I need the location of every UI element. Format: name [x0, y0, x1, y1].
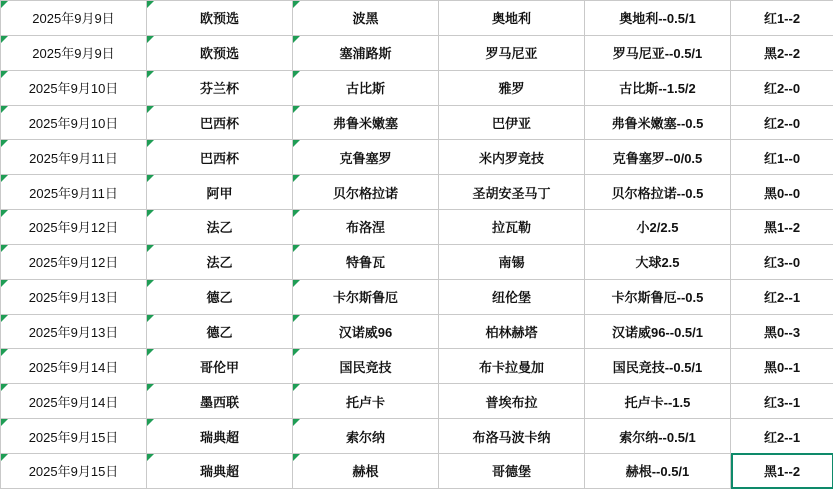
cell-away-team[interactable]: 奥地利 — [439, 1, 585, 36]
cell-away-team[interactable]: 哥德堡 — [439, 453, 585, 488]
cell-home-team[interactable]: 卡尔斯鲁厄 — [293, 279, 439, 314]
cell-result[interactable]: 红3--1 — [731, 384, 833, 419]
cell-result[interactable]: 红2--0 — [731, 70, 833, 105]
table-row[interactable] — [1, 349, 833, 384]
cell-result[interactable]: 黑1--2 — [731, 210, 833, 245]
cell-league[interactable]: 瑞典超 — [147, 453, 293, 488]
cell-away-team[interactable]: 米内罗竞技 — [439, 140, 585, 175]
cell-league[interactable]: 芬兰杯 — [147, 70, 293, 105]
cell-result[interactable]: 黑0--0 — [731, 175, 833, 210]
cell-pick[interactable]: 贝尔格拉诺--0.5 — [585, 175, 731, 210]
table-body — [1, 1, 833, 489]
table-row[interactable] — [1, 70, 833, 105]
table-row[interactable] — [1, 140, 833, 175]
cell-pick[interactable]: 弗鲁米嫩塞--0.5 — [585, 105, 731, 140]
cell-league[interactable]: 巴西杯 — [147, 140, 293, 175]
cell-home-team[interactable]: 托卢卡 — [293, 384, 439, 419]
cell-home-team[interactable]: 古比斯 — [293, 70, 439, 105]
cell-home-team[interactable]: 波黑 — [293, 1, 439, 36]
cell-league[interactable]: 瑞典超 — [147, 419, 293, 454]
cell-home-team[interactable]: 特鲁瓦 — [293, 244, 439, 279]
cell-league[interactable]: 阿甲 — [147, 175, 293, 210]
cell-league[interactable]: 哥伦甲 — [147, 349, 293, 384]
cell-pick[interactable]: 赫根--0.5/1 — [585, 453, 731, 488]
cell-away-team[interactable]: 巴伊亚 — [439, 105, 585, 140]
cell-away-team[interactable]: 普埃布拉 — [439, 384, 585, 419]
cell-date[interactable]: 2025年9月9日 — [1, 1, 147, 36]
cell-pick[interactable]: 奥地利--0.5/1 — [585, 1, 731, 36]
table-row[interactable] — [1, 279, 833, 314]
table-row[interactable] — [1, 244, 833, 279]
cell-result[interactable]: 黑1--2 — [731, 453, 833, 488]
table-row[interactable] — [1, 210, 833, 245]
cell-league[interactable]: 德乙 — [147, 279, 293, 314]
cell-home-team[interactable]: 赫根 — [293, 453, 439, 488]
cell-date[interactable]: 2025年9月13日 — [1, 279, 147, 314]
cell-league[interactable]: 欧预选 — [147, 1, 293, 36]
cell-home-team[interactable]: 贝尔格拉诺 — [293, 175, 439, 210]
cell-home-team[interactable]: 克鲁塞罗 — [293, 140, 439, 175]
cell-pick[interactable]: 国民竞技--0.5/1 — [585, 349, 731, 384]
cell-result[interactable]: 黑0--3 — [731, 314, 833, 349]
table-row[interactable] — [1, 384, 833, 419]
cell-result[interactable]: 红2--0 — [731, 105, 833, 140]
cell-away-team[interactable]: 纽伦堡 — [439, 279, 585, 314]
table-row[interactable] — [1, 175, 833, 210]
cell-date[interactable]: 2025年9月11日 — [1, 175, 147, 210]
cell-pick[interactable]: 托卢卡--1.5 — [585, 384, 731, 419]
cell-away-team[interactable]: 圣胡安圣马丁 — [439, 175, 585, 210]
cell-pick[interactable]: 克鲁塞罗--0/0.5 — [585, 140, 731, 175]
cell-result[interactable]: 红2--1 — [731, 419, 833, 454]
table-row[interactable] — [1, 453, 833, 488]
cell-result[interactable]: 黑0--1 — [731, 349, 833, 384]
cell-pick[interactable]: 罗马尼亚--0.5/1 — [585, 35, 731, 70]
cell-league[interactable]: 巴西杯 — [147, 105, 293, 140]
cell-home-team[interactable]: 塞浦路斯 — [293, 35, 439, 70]
cell-away-team[interactable]: 雅罗 — [439, 70, 585, 105]
cell-date[interactable]: 2025年9月9日 — [1, 35, 147, 70]
cell-pick[interactable]: 索尔纳--0.5/1 — [585, 419, 731, 454]
cell-league[interactable]: 欧预选 — [147, 35, 293, 70]
cell-date[interactable]: 2025年9月10日 — [1, 105, 147, 140]
cell-date[interactable]: 2025年9月15日 — [1, 419, 147, 454]
table-row[interactable] — [1, 314, 833, 349]
table-row[interactable] — [1, 419, 833, 454]
cell-result[interactable]: 红1--0 — [731, 140, 833, 175]
cell-league[interactable]: 法乙 — [147, 244, 293, 279]
cell-away-team[interactable]: 拉瓦勒 — [439, 210, 585, 245]
cell-date[interactable]: 2025年9月12日 — [1, 244, 147, 279]
cell-result[interactable]: 黑2--2 — [731, 35, 833, 70]
cell-away-team[interactable]: 罗马尼亚 — [439, 35, 585, 70]
table-row[interactable] — [1, 105, 833, 140]
cell-pick[interactable]: 小2/2.5 — [585, 210, 731, 245]
cell-away-team[interactable]: 柏林赫塔 — [439, 314, 585, 349]
cell-result[interactable]: 红1--2 — [731, 1, 833, 36]
cell-result[interactable]: 红2--1 — [731, 279, 833, 314]
cell-pick[interactable]: 卡尔斯鲁厄--0.5 — [585, 279, 731, 314]
cell-date[interactable]: 2025年9月14日 — [1, 349, 147, 384]
cell-pick[interactable]: 大球2.5 — [585, 244, 731, 279]
cell-league[interactable]: 德乙 — [147, 314, 293, 349]
cell-date[interactable]: 2025年9月13日 — [1, 314, 147, 349]
cell-home-team[interactable]: 国民竞技 — [293, 349, 439, 384]
cell-away-team[interactable]: 南锡 — [439, 244, 585, 279]
cell-league[interactable]: 墨西联 — [147, 384, 293, 419]
cell-home-team[interactable]: 索尔纳 — [293, 419, 439, 454]
cell-date[interactable]: 2025年9月10日 — [1, 70, 147, 105]
cell-home-team[interactable]: 汉诺威96 — [293, 314, 439, 349]
cell-date[interactable]: 2025年9月11日 — [1, 140, 147, 175]
cell-date[interactable]: 2025年9月15日 — [1, 453, 147, 488]
cell-pick[interactable]: 汉诺威96--0.5/1 — [585, 314, 731, 349]
table-row[interactable] — [1, 35, 833, 70]
table-row[interactable] — [1, 1, 833, 36]
cell-away-team[interactable]: 布卡拉曼加 — [439, 349, 585, 384]
cell-result[interactable]: 红3--0 — [731, 244, 833, 279]
cell-home-team[interactable]: 布洛涅 — [293, 210, 439, 245]
cell-date[interactable]: 2025年9月14日 — [1, 384, 147, 419]
cell-date[interactable]: 2025年9月12日 — [1, 210, 147, 245]
cell-pick[interactable]: 古比斯--1.5/2 — [585, 70, 731, 105]
cell-league[interactable]: 法乙 — [147, 210, 293, 245]
cell-away-team[interactable]: 布洛马波卡纳 — [439, 419, 585, 454]
cell-home-team[interactable]: 弗鲁米嫩塞 — [293, 105, 439, 140]
